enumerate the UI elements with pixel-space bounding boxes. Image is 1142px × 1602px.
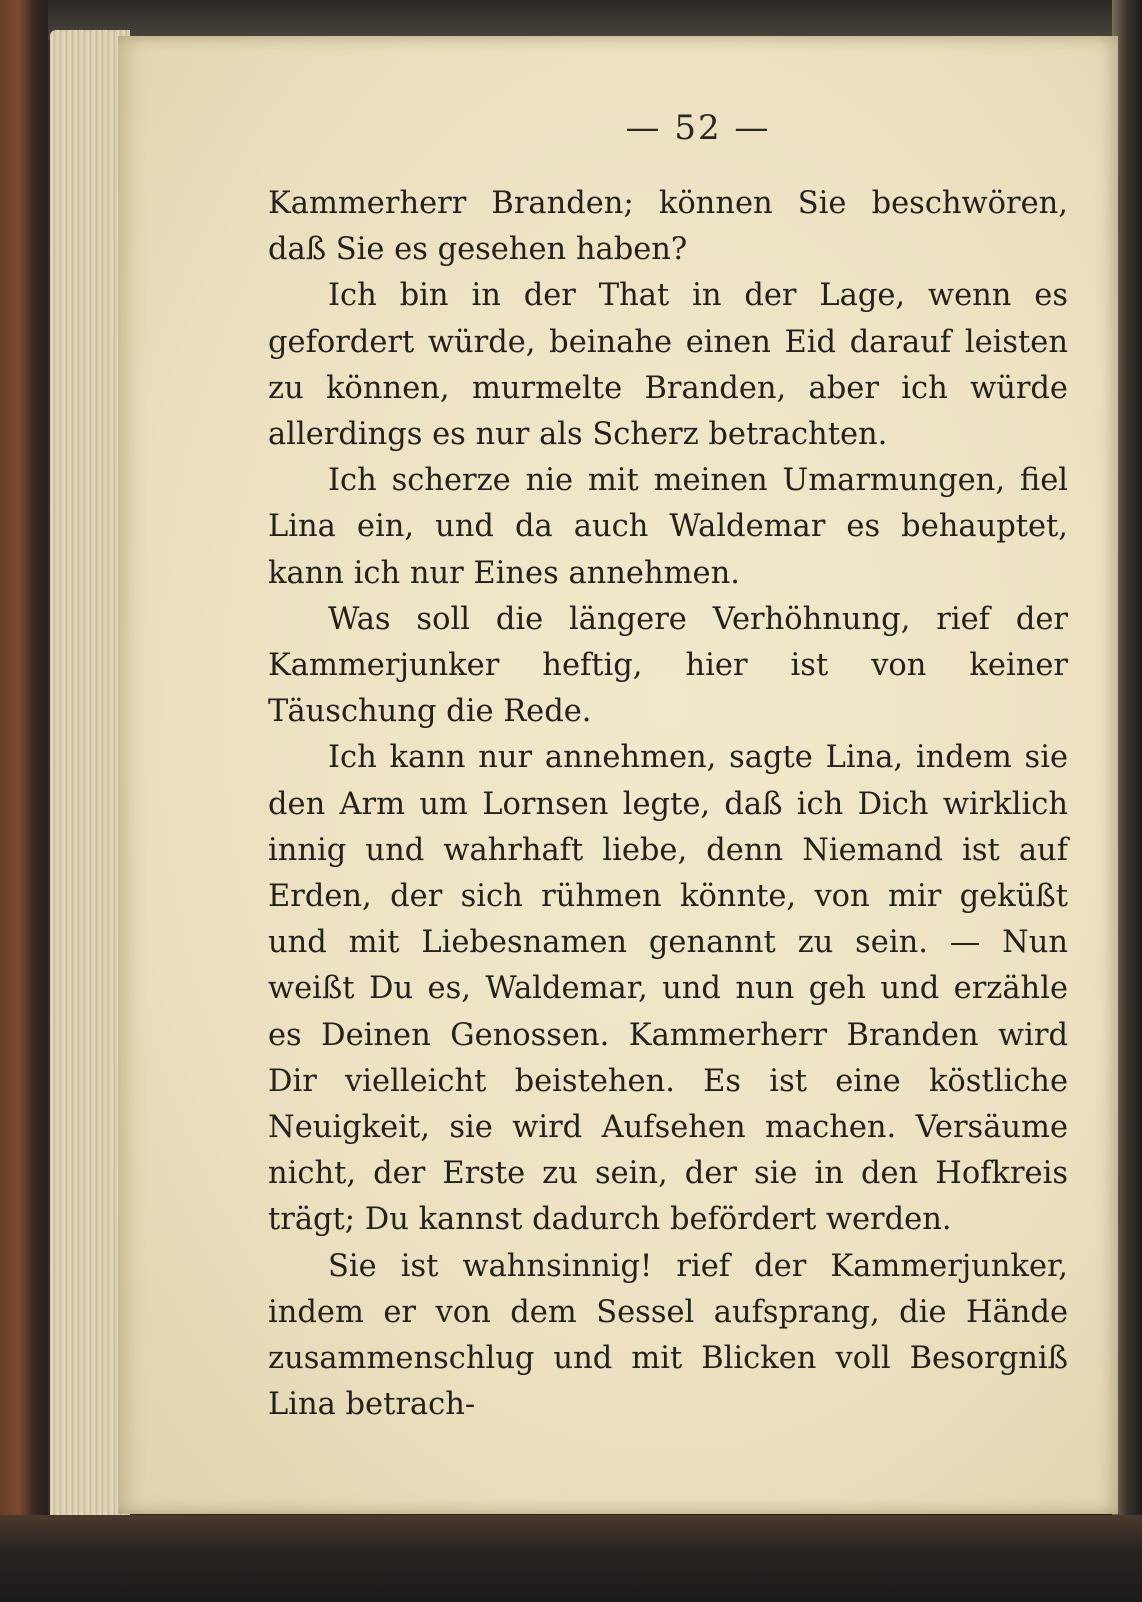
book-cover-bottom xyxy=(0,1515,1142,1602)
paragraph: Kammerherr Branden; können Sie beschwören, daß Sie es gesehen haben? xyxy=(268,186,1068,268)
book-spine-edge xyxy=(0,0,48,1602)
paragraph: Was soll die längere Verhöhnung, rief der Kammerjunker heftig, hier ist von keiner Täuschung die Rede. xyxy=(268,601,1068,730)
book-cover-top xyxy=(0,0,1142,40)
paragraph: Ich kann nur annehmen, sagte Lina, indem sie den Arm um Lornsen legte, daß ich Dich wirklich innig und wahrhaft liebe, denn Niemand ist auf Erden, der sich rühmen könnte, von mir geküßt und mit Liebesnamen genannt zu sein. — Nun weißt Du es, Waldemar, und nun geh und erzähle es Deinen Genossen. Kammerherr Branden wird Dir vielleicht beistehen. Es ist eine köstliche Neuigkeit, sie wird Aufsehen machen. Versäume nicht, der Erste zu sein, der sie in den Hofkreis trägt; Du kannst dadurch befördert werden. xyxy=(268,740,1068,1238)
paragraph: Sie ist wahnsinnig! rief der Kammerjunker, indem er von dem Sessel aufsprang, die Hände zusammenschlug und mit Blicken voll Besorgniß Lina betrach- xyxy=(268,1248,1068,1423)
page-number-header: — 52 — xyxy=(625,108,771,148)
page-body-text xyxy=(268,181,1068,1428)
book-page xyxy=(118,36,1118,1514)
paragraph: Ich scherze nie mit meinen Umarmungen, fiel Lina ein, und da auch Waldemar es behauptet, kann ich nur Eines annehmen. xyxy=(268,463,1068,591)
paragraph: Ich bin in der That in der Lage, wenn es gefordert würde, beinahe einen Eid darauf leisten zu können, murmelte Branden, aber ich würde allerdings es nur als Scherz betrachten. xyxy=(268,278,1068,453)
